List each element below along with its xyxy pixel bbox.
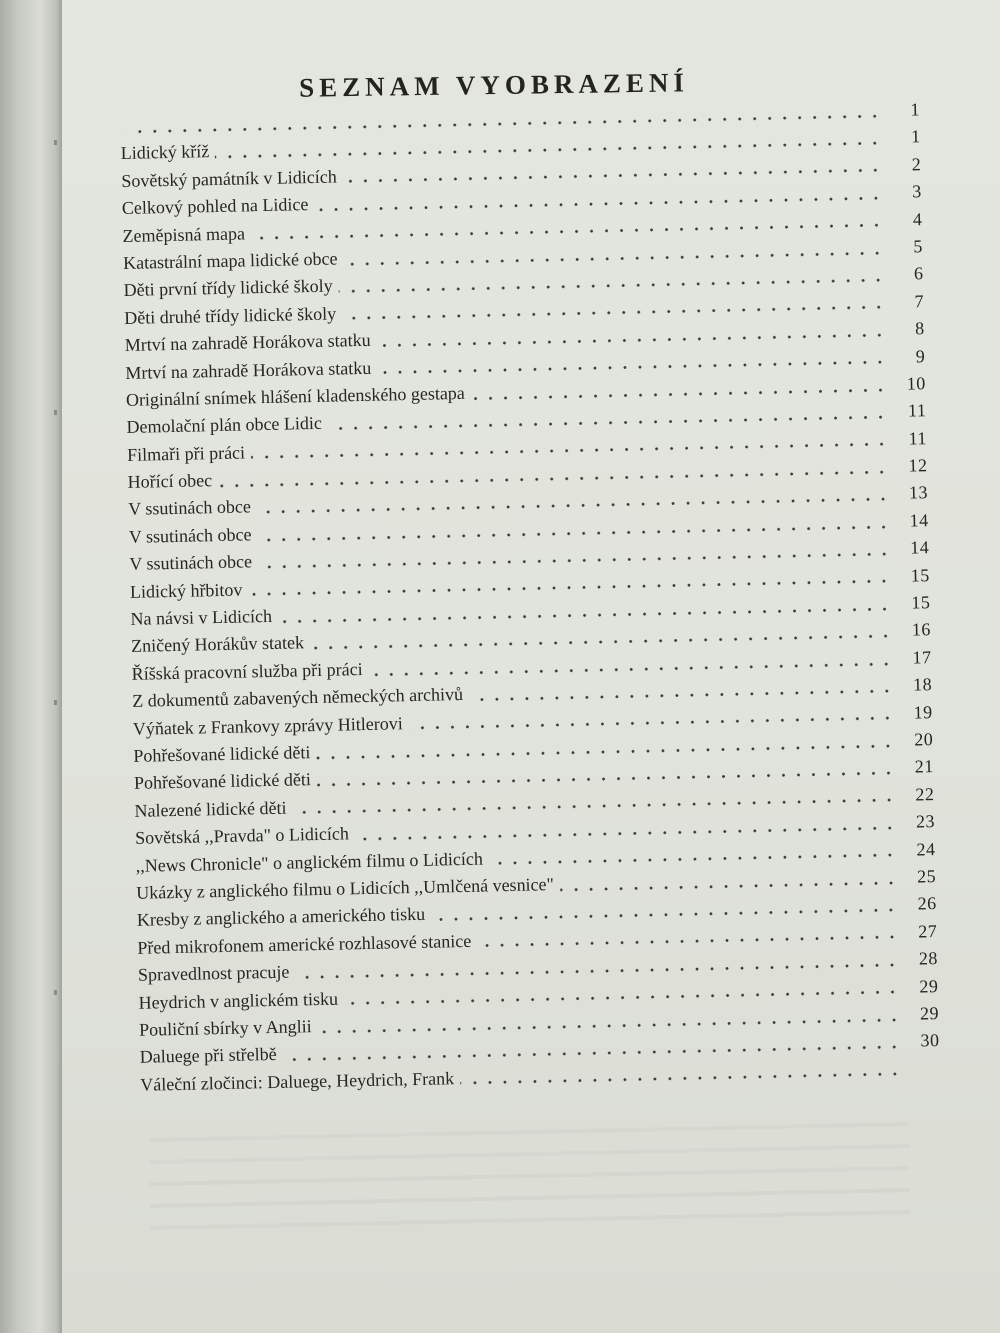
toc-entry-page-number: 14 [910, 537, 930, 558]
toc-entry-page-number: 8 [914, 318, 925, 339]
toc-entry-label: Lidický hřbitov [129, 579, 243, 602]
show-through-text [149, 1122, 911, 1248]
binding-stitch [54, 410, 57, 415]
toc-entry-label: Pouliční sbírky v Anglii [138, 1016, 312, 1040]
toc-entry-page-number: 2 [911, 154, 922, 175]
toc-entry-label: V ssutinách obce [128, 496, 252, 520]
toc-entry-label: ,,News Chronicle" o anglickém filmu o Lidicích [135, 848, 484, 876]
binding-stitch [54, 700, 57, 705]
dot-leader [377, 331, 887, 350]
toc-entry-label: Ukázky z anglického filmu o Lidicích ,,Umlčená vesnice" [136, 874, 555, 903]
toc-entry-page-number: 26 [917, 893, 937, 914]
dot-leader [377, 358, 887, 377]
toc-entry-page-number: 10 [906, 373, 926, 394]
binding-stitch [54, 990, 57, 995]
toc-entry-page-number: 25 [916, 866, 937, 887]
dot-leader [471, 386, 888, 403]
dot-leader [477, 933, 899, 950]
toc-entry-page-number: 15 [910, 564, 930, 586]
toc-entry-page-number: 29 [919, 975, 939, 996]
toc-entry-label: Sovětská ,,Pravda" o Lidicích [134, 823, 350, 848]
toc-entry-page-number [910, 1074, 940, 1075]
toc-entry-page-number: 14 [909, 510, 929, 531]
toc-entry-page-number: 12 [908, 455, 928, 476]
toc-entry-label: Děti první třídy lidické školy [123, 275, 333, 301]
page-title: SEZNAM VYOBRAZENÍ [298, 67, 690, 103]
toc-entry-label: Zničený Horákův statek [130, 632, 305, 657]
toc-entry-label: Kresby z anglického a amerického tisku [136, 904, 426, 931]
toc-entry-label: Mrtví na zahradě Horákova statku [125, 357, 372, 383]
toc-entry-label: V ssutinách obce [129, 551, 253, 575]
toc-entry-page-number: 3 [912, 181, 922, 202]
toc-entry-label: Pohřešované lidické děti [133, 769, 312, 794]
toc-entry-page-number: 19 [913, 701, 933, 723]
toc-entry-page-number: 16 [911, 619, 932, 640]
toc-entry-label: Mrtví na zahradě Horákova statku [124, 329, 371, 356]
dot-leader [369, 659, 894, 678]
toc-entry-label: Celkový pohled na Lidice [121, 194, 309, 219]
toc-entry-label: Říšská pracovní služba při práci [131, 658, 363, 684]
dot-leader [409, 714, 895, 732]
toc-entry-label: Demolační plán obce Lidic [126, 413, 323, 438]
toc-entry-label: Na návsi v Lidicích [130, 605, 273, 629]
toc-entry-page-number: 20 [914, 729, 934, 750]
dot-leader [560, 878, 898, 893]
toc-entry-label: Pohřešované lidické děti [133, 742, 311, 766]
toc-entry-label: Děti druhé třídy lidické školy [124, 303, 337, 328]
toc-entry-page-number: 23 [915, 811, 936, 832]
toc-entry-page-number: 9 [915, 345, 926, 366]
toc-entry-page-number: 17 [912, 646, 932, 668]
toc-entry-label: Výňatek z Frankovy zprávy Hitlerovi [132, 712, 403, 739]
toc-entry-page-number: 7 [914, 290, 925, 312]
toc-entry-page-number: 5 [913, 236, 924, 257]
binding-stitch [54, 140, 57, 145]
toc-entry-page-number: 28 [918, 948, 939, 969]
toc-entry-page-number: 22 [915, 783, 935, 805]
dot-leader [431, 906, 899, 924]
toc-entry-label: V ssutinách obce [128, 524, 252, 547]
toc-entry-label: Daluege při střelbě [139, 1044, 277, 1068]
table-of-contents [120, 99, 940, 1102]
toc-entry-label: Hořící obec [127, 470, 213, 492]
toc-entry-label: Heydrich v anglickém tisku [138, 988, 339, 1013]
toc-entry-page-number: 1 [910, 99, 921, 120]
toc-entry-label: Filmaři při práci [126, 442, 246, 465]
book-spine [0, 0, 62, 1333]
toc-entry-label: Spravedlnost pracuje [137, 961, 290, 985]
dot-leader [460, 1070, 902, 1087]
toc-entry-label: Katastrální mapa lidické obce [122, 248, 338, 273]
toc-entry-page-number: 4 [912, 208, 923, 229]
toc-entry-page-number: 29 [919, 1002, 940, 1024]
toc-entry-page-number: 24 [916, 838, 936, 860]
toc-entry-label: Před mikrofonem americké rozhlasové stanice [137, 930, 472, 958]
toc-entry-page-number: 21 [914, 756, 935, 777]
toc-entry-page-number: 11 [907, 400, 927, 421]
toc-entry-page-number: 6 [913, 263, 924, 284]
toc-entry-label: Váleční zločinci: Daluege, Heydrich, Frank [140, 1067, 455, 1095]
toc-entry-page-number: 13 [908, 482, 929, 504]
dot-leader [469, 687, 894, 704]
toc-entry-page-number: 11 [908, 427, 928, 449]
toc-entry-label: Nalezené lidické děti [134, 797, 287, 821]
toc-entry-label: Zeměpisná mapa [122, 222, 246, 246]
toc-entry-page-number: 30 [920, 1030, 940, 1051]
toc-entry-label: Lidický kříž [120, 141, 210, 164]
toc-entry-page-number: 18 [912, 674, 933, 695]
toc-entry-label: Sovětský památník v Lidicích [121, 166, 337, 191]
toc-entry-label: Z dokumentů zabavených německých archivů [132, 684, 464, 712]
toc-entry-page-number: 1 [910, 126, 921, 147]
toc-entry-page-number: 15 [911, 592, 931, 613]
toc-entry-label: Originální snímek hlášení kladenského gestapa [125, 382, 466, 410]
toc-entry-page-number: 27 [918, 920, 938, 942]
dot-leader [489, 851, 898, 868]
